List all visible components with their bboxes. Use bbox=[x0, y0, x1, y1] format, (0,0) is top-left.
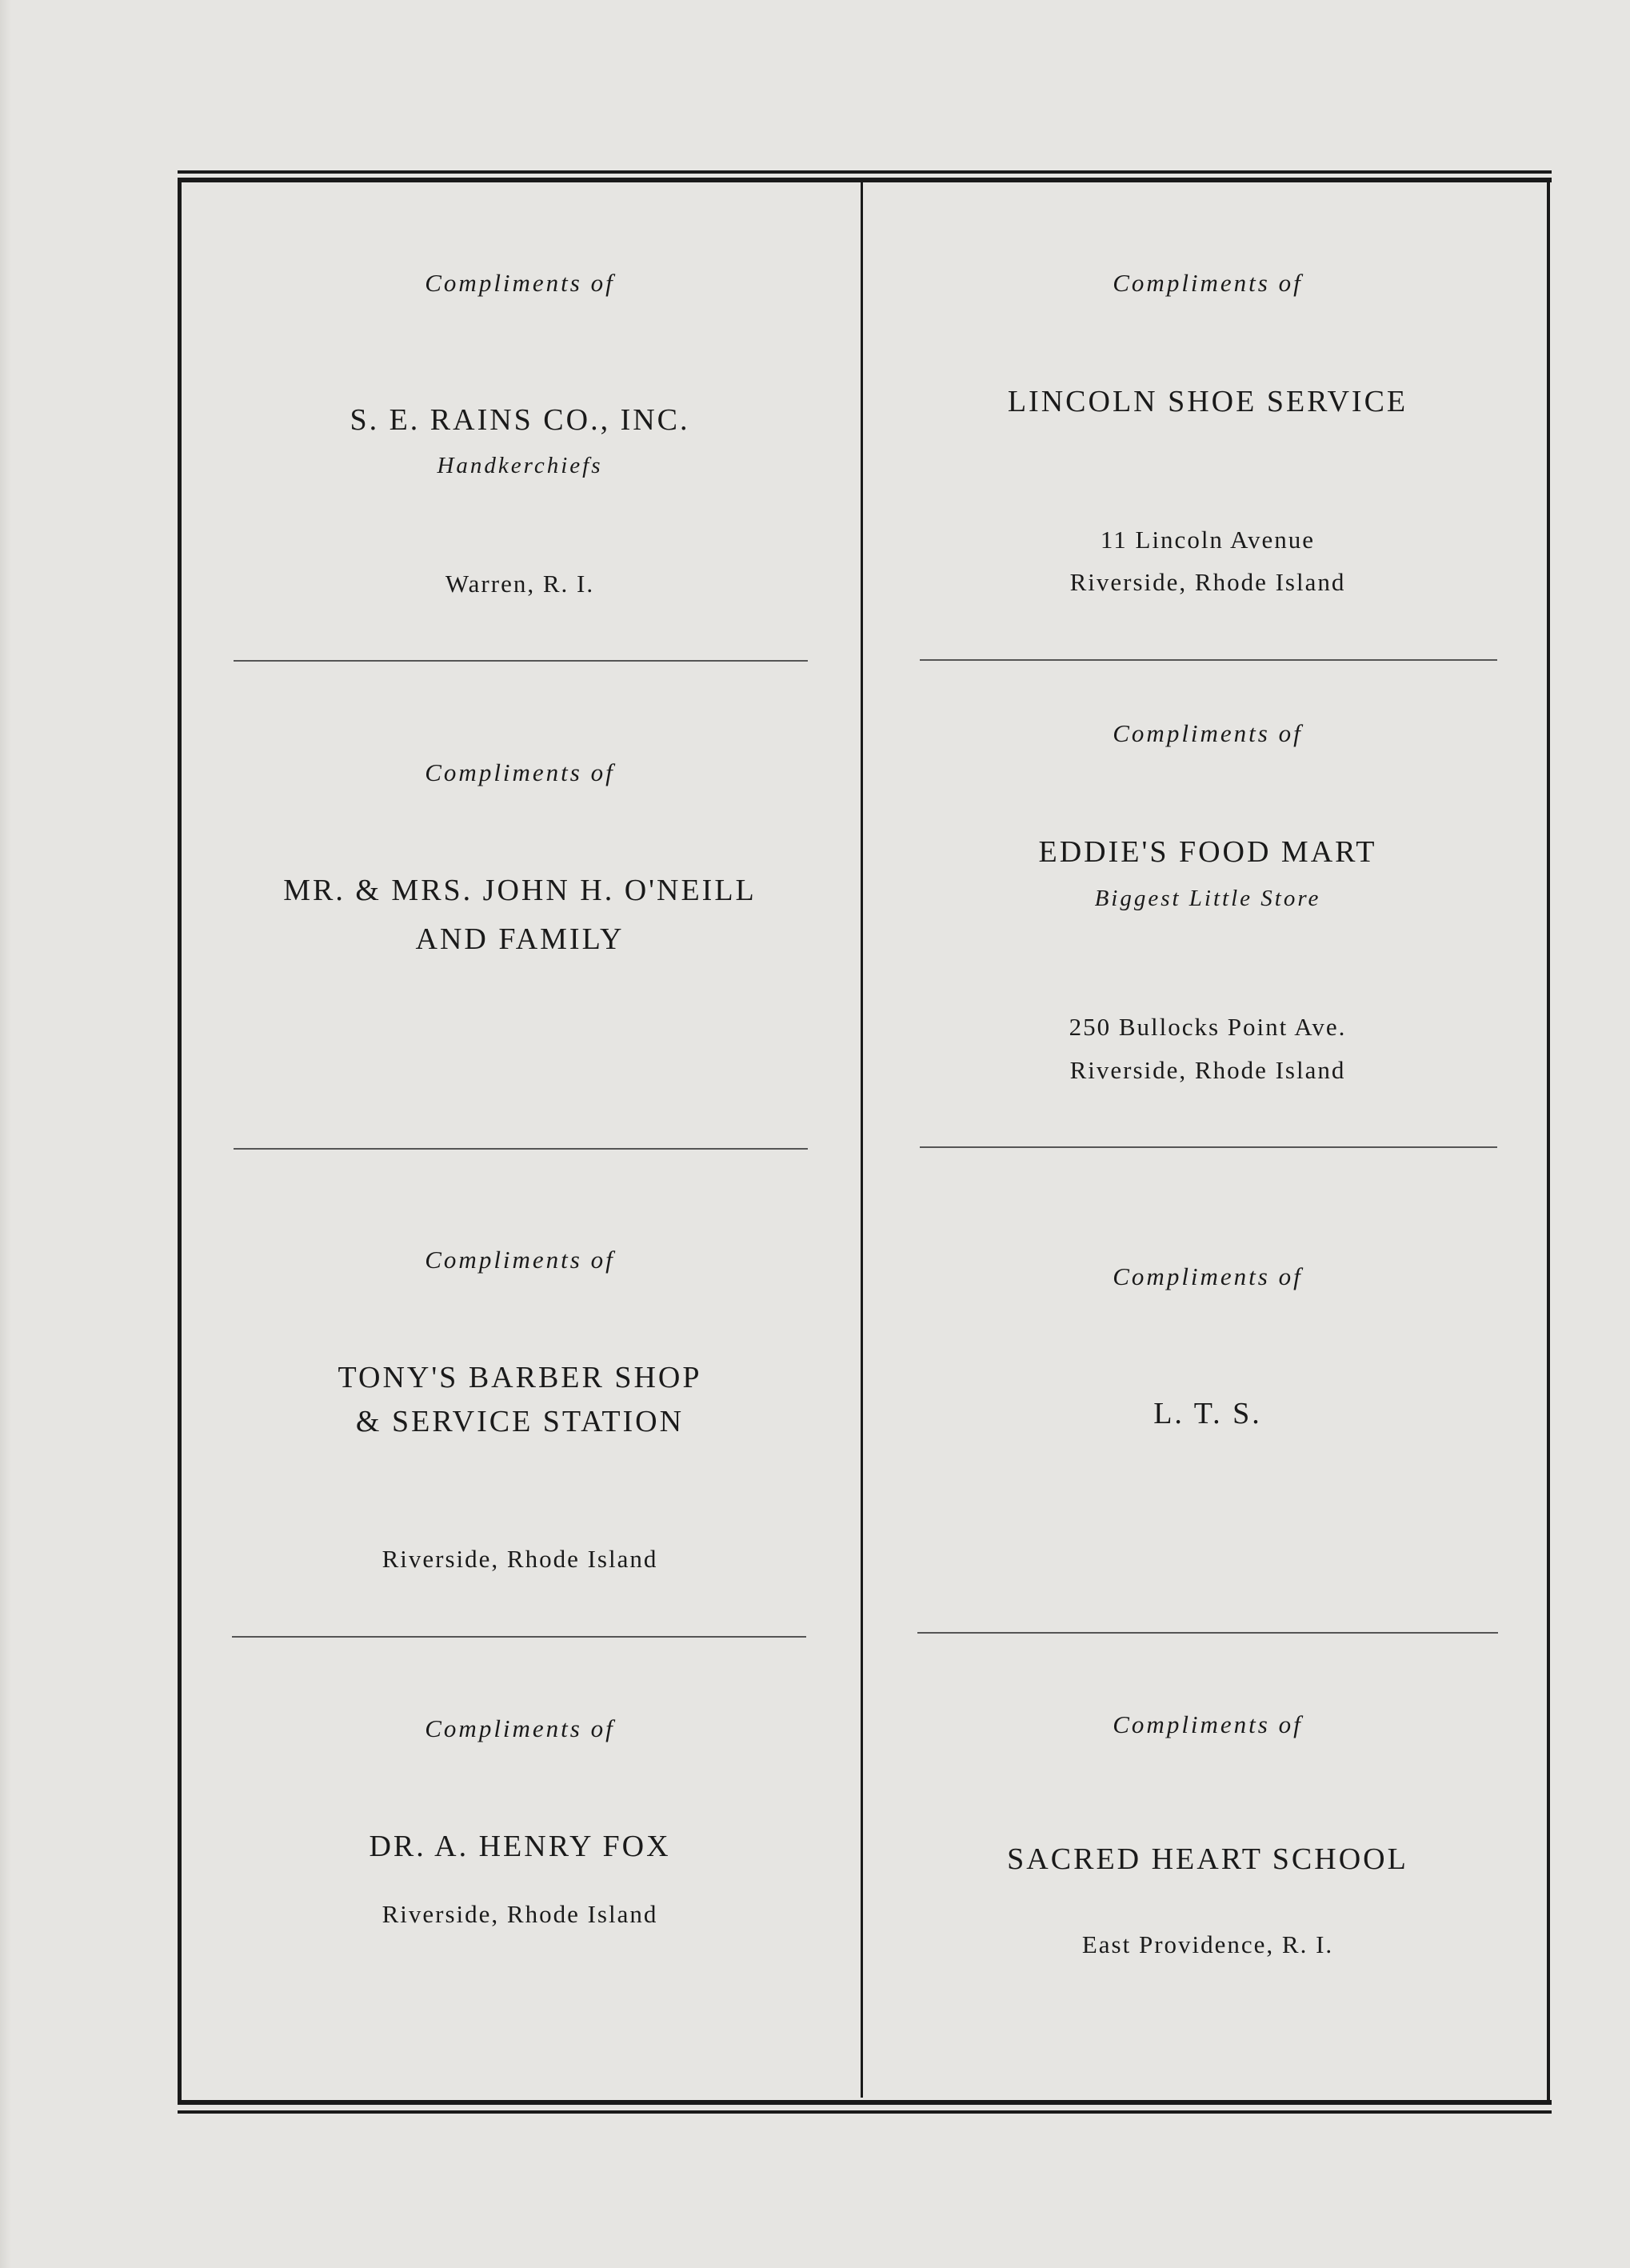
ad-address-line-1: 11 Lincoln Avenue bbox=[1100, 526, 1316, 554]
left-separator-3 bbox=[232, 1636, 806, 1638]
left-separator-2 bbox=[234, 1148, 808, 1150]
column-divider bbox=[861, 182, 863, 2098]
ad-business-name: DR. A. HENRY FOX bbox=[369, 1830, 671, 1863]
ad-intro: Compliments of bbox=[1113, 1262, 1303, 1290]
ad-address: Riverside, Rhode Island bbox=[382, 1900, 658, 1928]
ad-tagline: Handkerchiefs bbox=[437, 453, 603, 478]
ad-intro: Compliments of bbox=[425, 269, 615, 297]
ad-name-line-1: MR. & MRS. JOHN H. O'NEILL bbox=[283, 874, 757, 907]
ad-address-line-1: 250 Bullocks Point Ave. bbox=[1069, 1013, 1347, 1041]
frame-right-rule bbox=[1547, 182, 1550, 2102]
ad-intro: Compliments of bbox=[425, 1714, 615, 1742]
frame-bottom-thick-rule bbox=[178, 2100, 1552, 2105]
ad-tagline: Biggest Little Store bbox=[1094, 886, 1321, 911]
ad-address: East Providence, R. I. bbox=[1081, 1930, 1334, 1958]
page-edge-shadow bbox=[0, 0, 11, 2268]
ad-intro: Compliments of bbox=[425, 1246, 615, 1274]
frame-top-thick-rule bbox=[178, 178, 1552, 182]
ad-business-name: SACRED HEART SCHOOL bbox=[1007, 1842, 1408, 1876]
ad-business-name: L. T. S. bbox=[1153, 1397, 1262, 1430]
ad-intro: Compliments of bbox=[425, 758, 615, 786]
ad-address: Warren, R. I. bbox=[445, 570, 595, 598]
ad-address: Riverside, Rhode Island bbox=[382, 1545, 658, 1573]
right-separator-1 bbox=[920, 659, 1497, 661]
ad-intro: Compliments of bbox=[1113, 269, 1303, 297]
right-separator-3 bbox=[917, 1632, 1498, 1634]
ad-name-line-2: AND FAMILY bbox=[415, 922, 625, 956]
ad-intro: Compliments of bbox=[1113, 719, 1303, 747]
right-separator-2 bbox=[920, 1146, 1497, 1148]
ad-business-name: LINCOLN SHOE SERVICE bbox=[1007, 385, 1408, 418]
frame-left-rule bbox=[178, 178, 182, 2105]
ad-address-line-2: Riverside, Rhode Island bbox=[1069, 568, 1346, 596]
ad-address-line-2: Riverside, Rhode Island bbox=[1069, 1056, 1346, 1084]
ad-business-name: EDDIE'S FOOD MART bbox=[1038, 835, 1377, 869]
ad-intro: Compliments of bbox=[1113, 1710, 1303, 1738]
ad-name-line-1: TONY'S BARBER SHOP bbox=[338, 1361, 702, 1394]
frame-bottom-thin-rule bbox=[178, 2110, 1552, 2114]
ad-business-name: S. E. RAINS CO., INC. bbox=[350, 403, 690, 437]
ad-name-line-2: & SERVICE STATION bbox=[355, 1405, 685, 1438]
left-separator-1 bbox=[234, 660, 808, 662]
frame-top-thin-rule bbox=[178, 170, 1552, 174]
